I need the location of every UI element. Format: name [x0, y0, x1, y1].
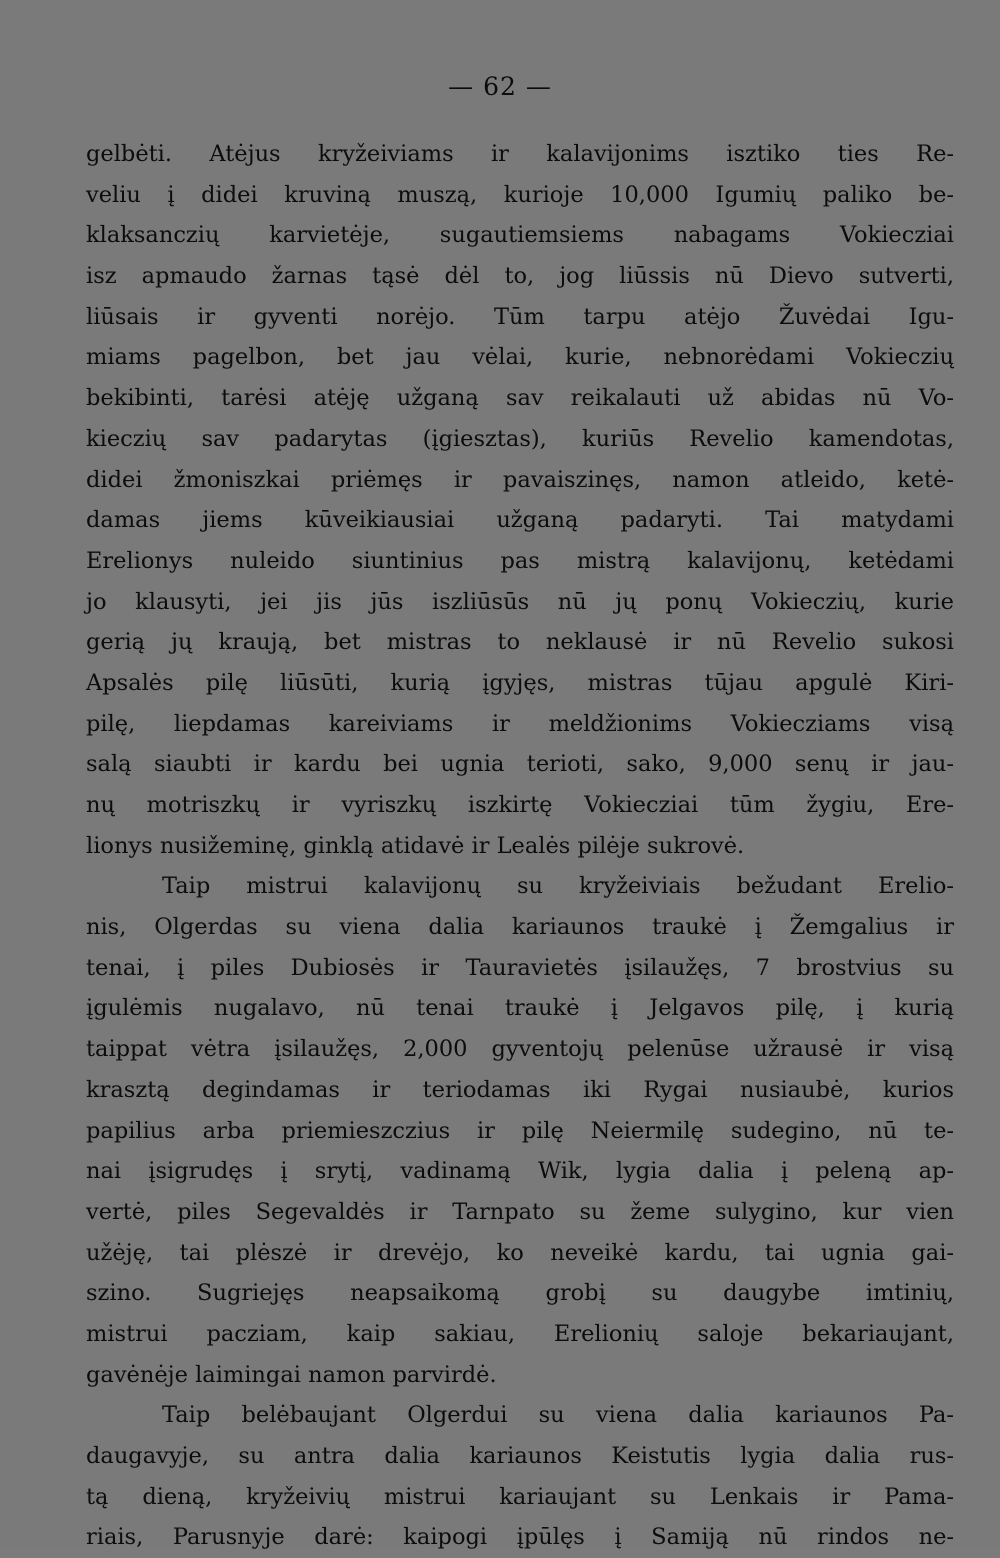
page-number: — 62 — — [448, 72, 552, 101]
text-line: užėję, tai plėszė ir drevėjo, ko neveikė kardu, tai ugnia gai- — [86, 1239, 954, 1266]
text-line: szino. Sugriejęs neapsaikomą grobį su daugybe imtinių, — [86, 1280, 954, 1307]
text-line: jo klausyti, jei jis jūs iszliūsūs nū jų ponų Vokieczių, kurie — [86, 588, 954, 615]
text-line: pilę, liepdamas kareiviams ir meldžionims Vokiecziams visą — [86, 710, 954, 737]
text-line: krasztą degindamas ir teriodamas iki Rygai nusiaubė, kurios — [86, 1076, 954, 1103]
body-text — [86, 134, 954, 1558]
text-line: didei žmoniszkai priėmęs ir pavaiszinęs, namon atleido, ketė- — [86, 466, 954, 493]
text-line: Taip mistrui kalavijonų su kryžeiviais bežudant Erelio- — [162, 873, 954, 900]
text-line: mistrui pacziam, kaip sakiau, Erelionių saloje bekariaujant, — [86, 1320, 954, 1347]
text-line: klaksanczių karvietėje, sugautiemsiems nabagams Vokiecziai — [86, 222, 954, 249]
text-line: damas jiems kūveikiausiai užganą padaryti. Tai matydami — [86, 507, 954, 534]
text-line: salą siaubti ir kardu bei ugnia terioti, sako, 9,000 senų ir jau- — [86, 751, 954, 778]
text-line: bekibinti, tarėsi atėję užganą sav reikalauti už abidas nū Vo- — [86, 385, 954, 412]
text-line: gerią jų kraują, bet mistras to neklausė ir nū Revelio sukosi — [86, 629, 954, 656]
text-line: riais, Parusnyje darė: kaipogi įpūlęs į Samiją nū rindos ne- — [86, 1524, 954, 1551]
text-line: gavėnėje laimingai namon parvirdė. — [86, 1361, 497, 1388]
text-line: miams pagelbon, bet jau vėlai, kurie, nebnorėdami Vokieczių — [86, 344, 954, 371]
text-line: Taip belėbaujant Olgerdui su viena dalia kariaunos Pa- — [162, 1402, 954, 1429]
text-line: nai įsigrudęs į srytį, vadinamą Wik, lygia dalia į peleną ap- — [86, 1158, 954, 1185]
text-line: lionys nusižeminę, ginklą atidavė ir Lealės pilėje sukrovė. — [86, 832, 745, 859]
text-line: vertė, piles Segevaldės ir Tarnpato su žeme sulygino, kur vien — [86, 1198, 954, 1225]
text-line: kieczių sav padarytas (įgiesztas), kuriūs Revelio kamendotas, — [86, 425, 954, 452]
text-line: nų motriszkų ir vyriszkų iszkirtę Vokiecziai tūm žygiu, Ere- — [86, 792, 954, 818]
text-line: tą dieną, kryžeivių mistrui kariaujant su Lenkais ir Pama- — [86, 1483, 954, 1510]
text-line: isz apmaudo žarnas tąsė dėl to, jog liūssis nū Dievo sutverti, — [86, 263, 954, 290]
text-line: nis, Olgerdas su viena dalia kariaunos traukė į Žemgalius ir — [86, 914, 954, 941]
text-line: papilius arba priemieszczius ir pilę Neiermilę sudegino, nū te- — [86, 1117, 954, 1144]
text-line: veliu į didei kruviną muszą, kurioje 10,000 Igumių paliko be- — [86, 181, 954, 208]
text-line: įgulėmis nugalavo, nū tenai traukė į Jelgavos pilę, į kurią — [86, 995, 954, 1022]
text-line: daugavyje, su antra dalia kariaunos Keistutis lygia dalia rus- — [86, 1443, 954, 1469]
text-line: Erelionys nuleido siuntinius pas mistrą kalavijonų, ketėdami — [86, 547, 954, 574]
text-line: gelbėti. Atėjus kryžeiviams ir kalavijonims isztiko ties Re- — [86, 141, 954, 167]
text-line: Apsalės pilę liūsūti, kurią įgyjęs, mistras tūjau apgulė Kiri- — [86, 669, 954, 696]
text-line: taippat vėtra įsilaužęs, 2,000 gyventojų pelenūse užrausė ir visą — [86, 1036, 954, 1063]
text-line: liūsais ir gyventi norėjo. Tūm tarpu atėjo Žuvėdai Igu- — [86, 303, 954, 330]
text-line: tenai, į piles Dubiosės ir Tauravietės įsilaužęs, 7 brostvius su — [86, 954, 954, 981]
